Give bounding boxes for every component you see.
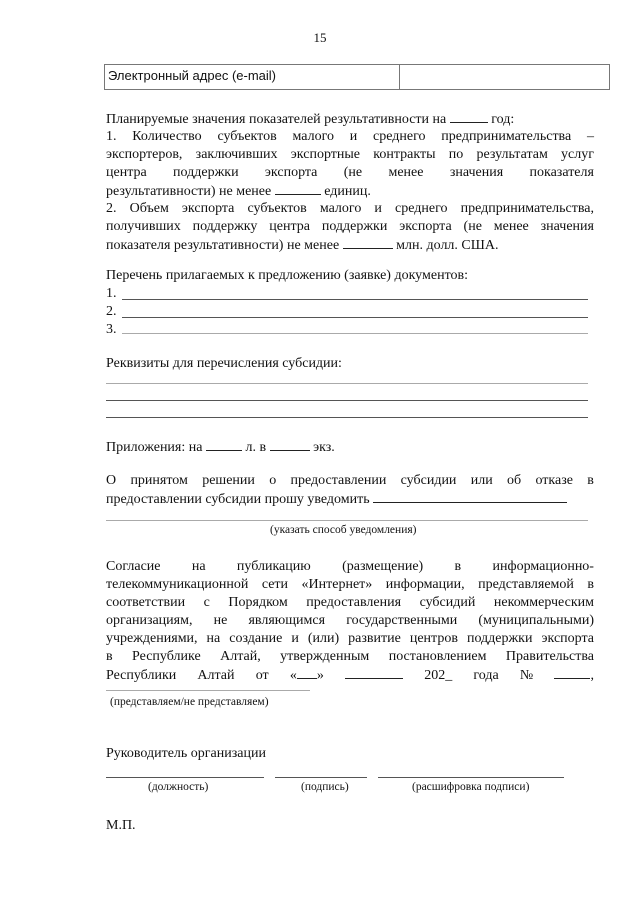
decree-number-blank[interactable] xyxy=(554,666,590,679)
copies-blank[interactable] xyxy=(270,438,310,451)
planned-item1-line3: центра поддержки экспорта (не менее значения показателя xyxy=(106,165,594,180)
planned-item1-line4: результативности) не менее единиц. xyxy=(106,184,371,199)
consent-line1: Согласие на публикацию (размещение) в информационно- xyxy=(106,559,594,574)
position-line[interactable] xyxy=(106,777,264,778)
consent-line3: соответствии с Порядком предоставления субсидий некоммерческим xyxy=(106,595,594,610)
consent-line6: в Республике Алтай, утвержденным постановлением Правительства xyxy=(106,649,594,664)
decryption-line[interactable] xyxy=(378,777,564,778)
consent-line5: учреждениями, на создание и (или) развитие центров поддержки экспорта xyxy=(106,631,594,646)
planned-item1-line1: 1. Количество субъектов малого и среднего предпринимательства – xyxy=(106,129,594,144)
attachments-line: Приложения: на л. в экз. xyxy=(106,440,335,455)
export-volume-blank[interactable] xyxy=(343,236,393,249)
planned-item2-line1: 2. Объем экспорта субъектов малого и среднего предпринимательства, xyxy=(106,201,594,216)
email-table xyxy=(104,64,610,90)
document-item-3-line[interactable] xyxy=(122,333,588,334)
document-item-3-number: 3. xyxy=(106,322,117,337)
consent-choice-line[interactable] xyxy=(106,690,310,691)
requisites-heading: Реквизиты для перечисления субсидии: xyxy=(106,356,342,371)
consent-choice-caption: (представляем/не представляем) xyxy=(110,696,269,708)
document-item-2-number: 2. xyxy=(106,304,117,319)
documents-heading: Перечень прилагаемых к предложению (заявке) документов: xyxy=(106,268,468,283)
planned-item2-line2: получивших поддержку центра поддержки экспорта (не менее значения xyxy=(106,219,594,234)
consent-line4: организациям, не являющимся государственными (муниципальными) xyxy=(106,613,594,628)
page-number: 15 xyxy=(313,30,327,45)
signature-caption: (подпись) xyxy=(301,781,349,793)
notify-method-caption: (указать способ уведомления) xyxy=(270,524,417,536)
year-blank[interactable] xyxy=(450,110,488,123)
decree-month-blank[interactable] xyxy=(345,666,403,679)
notify-method-blank[interactable] xyxy=(373,490,567,503)
email-label: Электронный адрес (e-mail) xyxy=(105,65,400,89)
notification-line2: предоставлении субсидии прошу уведомить xyxy=(106,490,567,508)
email-value-cell[interactable] xyxy=(400,65,609,89)
decryption-caption: (расшифровка подписи) xyxy=(412,781,530,793)
document-item-2-line[interactable] xyxy=(122,317,588,318)
notification-line1: О принятом решении о предоставлении субсидии или об отказе в xyxy=(106,473,594,488)
position-caption: (должность) xyxy=(148,781,209,793)
sheets-blank[interactable] xyxy=(206,438,242,451)
requisites-line-2[interactable] xyxy=(106,400,588,401)
requisites-line-3[interactable] xyxy=(106,417,588,418)
signature-line[interactable] xyxy=(275,777,367,778)
consent-line7: Республики Алтай от « » 202_ года № , xyxy=(106,668,594,683)
document-item-1-number: 1. xyxy=(106,286,117,301)
requisites-line-1[interactable] xyxy=(106,383,588,384)
units-blank[interactable] xyxy=(275,182,321,195)
consent-line2: телекоммуникационной сети «Интернет» информации, представляемой в xyxy=(106,577,594,592)
head-title: Руководитель организации xyxy=(106,746,266,761)
planned-item1-line2: экспортеров, заключивших экспортные контракты по результатам услуг xyxy=(106,147,594,162)
notify-method-line[interactable] xyxy=(106,520,588,521)
planned-item2-line3: показателя результативности) не менее млн. долл. США. xyxy=(106,238,499,253)
document-item-1-line[interactable] xyxy=(122,299,588,300)
stamp-place: М.П. xyxy=(106,818,136,833)
decree-day-blank[interactable] xyxy=(297,666,317,679)
planned-heading: Планируемые значения показателей результативности на год: xyxy=(106,112,515,127)
